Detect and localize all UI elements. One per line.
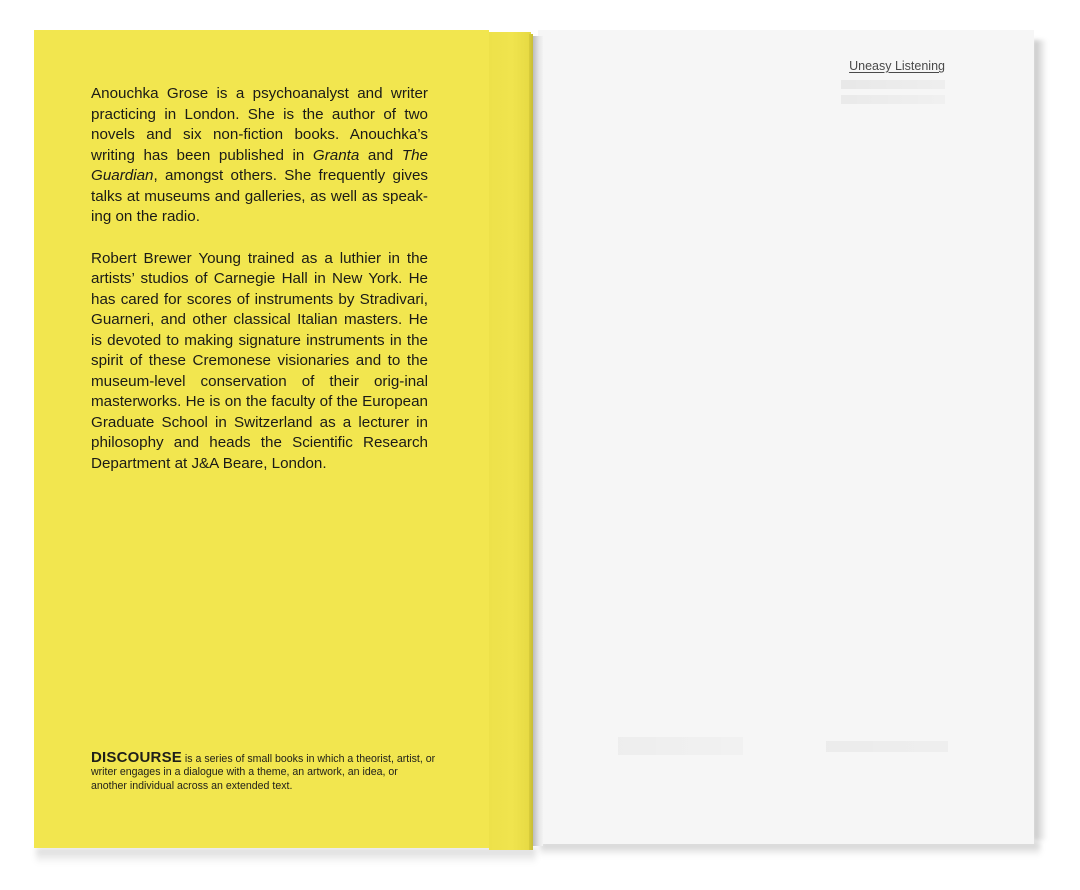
white-title-page xyxy=(538,30,1034,844)
author-name: Anouchka Grose xyxy=(91,85,209,102)
bio-anouchka-grose xyxy=(91,84,428,228)
publication-title: Granta xyxy=(312,146,360,164)
book-shadow-bottom-right xyxy=(540,842,1040,856)
book-gutter xyxy=(533,36,543,846)
book-shadow-bottom-left xyxy=(36,848,536,864)
show-through-text xyxy=(826,741,948,752)
bio-text: and xyxy=(359,146,402,164)
series-title: Uneasy Listening xyxy=(849,59,945,73)
yellow-cover-flap xyxy=(489,32,531,850)
series-brand: DISCOURSE xyxy=(91,749,182,766)
publication-title: The Guardian xyxy=(91,146,428,184)
author-bios xyxy=(91,84,428,495)
bio-text: is a psychoanalyst and writer practicing in London. She is the author of two novels and six non-fiction books. Anouchka’s writing has been published in xyxy=(91,85,428,164)
bio-robert-brewer-young xyxy=(91,249,428,475)
bio-text: , amongst others. She frequently gives talks at museums and galleries, as well as speak-ing on the radio. xyxy=(91,167,428,225)
show-through-text xyxy=(841,95,945,104)
series-description-text: is a series of small books in which a theorist, artist, or writer engages in a dialogue with a theme, an artwork, an idea, or another individual across an extended text. xyxy=(91,753,436,792)
show-through-text xyxy=(618,737,743,755)
author-name: Robert Brewer Young xyxy=(91,249,241,267)
book-shadow-right xyxy=(1033,40,1047,840)
series-description xyxy=(91,751,436,793)
show-through-text xyxy=(841,80,945,89)
bio-text: trained as a luthier in the artists’ studios of Carnegie Hall in New York. He has cared for scores of instruments by Stradivari, Guarneri, and other classical Italian masters. He is devoted to making signature instruments in the spirit of these Cremonese visionaries and to the museum-level conservation of their orig-inal masterworks. He is on the faculty of the European Graduate School in Switzerland as a lecturer in philosophy and heads the Scientific Research Department at J&A Beare, London. xyxy=(91,249,428,472)
